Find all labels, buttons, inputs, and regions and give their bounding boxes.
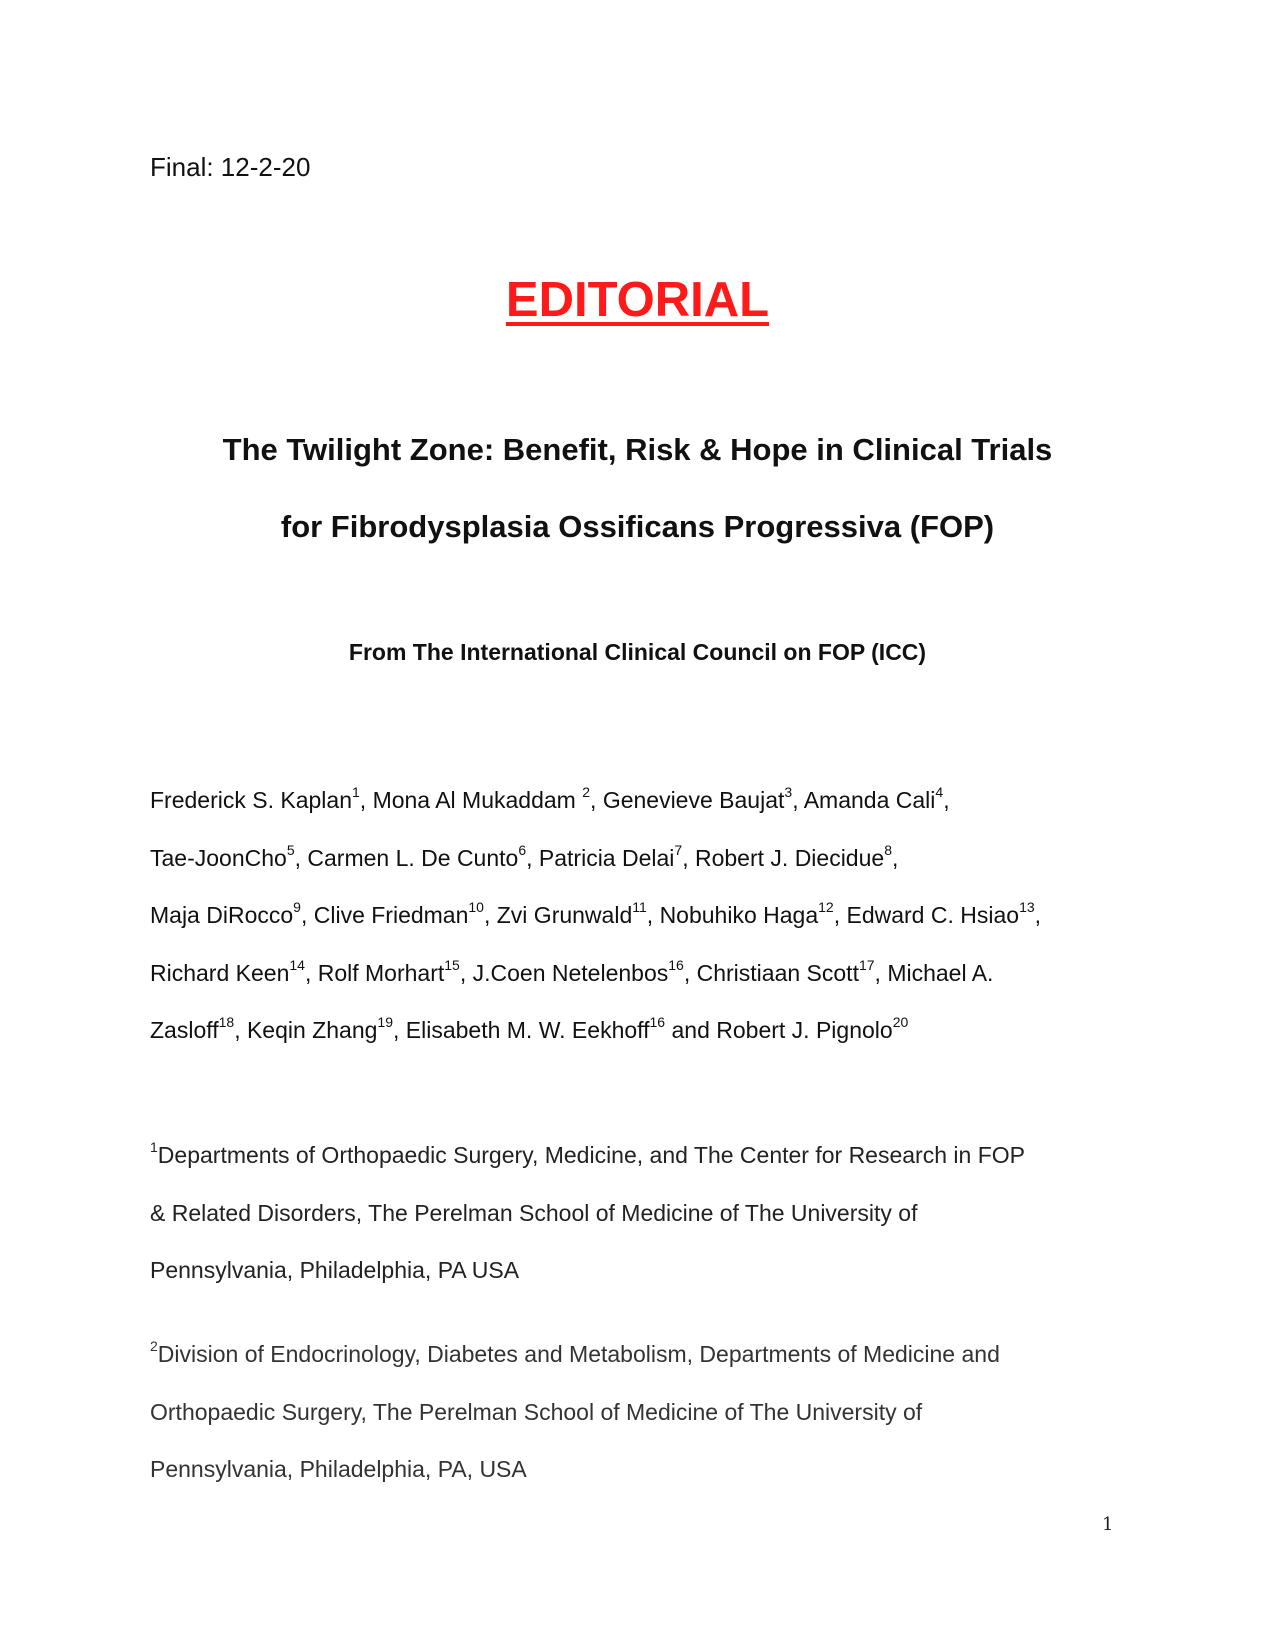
author-separator: , bbox=[459, 959, 473, 986]
author-name: Carmen L. De Cunto bbox=[307, 844, 519, 871]
author-name-part: Zasloff bbox=[150, 1017, 219, 1043]
author-separator: , bbox=[1034, 902, 1042, 928]
affiliation-line: Pennsylvania, Philadelphia, PA, USA bbox=[150, 1456, 527, 1482]
author-separator: , bbox=[294, 844, 308, 871]
author-separator: , bbox=[683, 959, 697, 986]
page-number: 1 bbox=[1102, 1514, 1114, 1535]
author-affiliation-mark: 10 bbox=[468, 899, 484, 916]
author-affiliation-mark: 16 bbox=[668, 956, 684, 973]
author-name: J.Coen Netelenbos bbox=[472, 959, 669, 986]
author-affiliation-mark: 14 bbox=[289, 956, 305, 973]
author-affiliation-mark: 1 bbox=[351, 784, 360, 801]
author-separator: , bbox=[874, 959, 888, 986]
author-affiliation-mark: 8 bbox=[884, 841, 892, 858]
author-separator: , bbox=[646, 902, 660, 928]
author-name: Clive Friedman bbox=[313, 902, 469, 928]
author-affiliation-mark: 3 bbox=[784, 784, 793, 801]
affiliation-line bbox=[150, 1326, 1135, 1384]
author-separator: , bbox=[526, 844, 539, 871]
author-separator: , bbox=[943, 787, 950, 813]
author-affiliation-mark: 9 bbox=[293, 899, 301, 916]
author-name: Mona Al Mukaddam bbox=[372, 787, 583, 813]
author-name: Robert J. Pignolo bbox=[716, 1017, 893, 1043]
author-name: Robert J. Diecidue bbox=[694, 844, 885, 871]
author-separator: , bbox=[483, 902, 497, 928]
author-name: Nobuhiko Haga bbox=[659, 902, 819, 928]
author-line bbox=[150, 945, 1135, 1003]
affiliation-line bbox=[150, 1127, 1135, 1185]
author-name: Zvi Grunwald bbox=[496, 902, 633, 928]
affiliation-mark: 2 bbox=[150, 1338, 158, 1355]
author-name: Amanda Cali bbox=[803, 787, 936, 813]
author-affiliation-mark: 20 bbox=[892, 1014, 909, 1031]
author-separator: , bbox=[359, 787, 373, 813]
author-name: Tae-JoonCho bbox=[150, 844, 287, 871]
author-separator: , bbox=[833, 902, 847, 928]
author-affiliation-mark: 11 bbox=[632, 899, 647, 916]
section-heading: EDITORIAL bbox=[505, 273, 770, 327]
author-separator: , bbox=[682, 844, 695, 871]
affiliation-1 bbox=[150, 1127, 1135, 1300]
author-name: Keqin Zhang bbox=[246, 1017, 378, 1043]
draft-date: Final: 12-2-20 bbox=[150, 152, 311, 182]
author-affiliation-mark: 16 bbox=[649, 1014, 666, 1031]
author-separator: , bbox=[590, 787, 603, 813]
author-separator: , bbox=[304, 959, 318, 986]
author-name: Frederick S. Kaplan bbox=[150, 787, 352, 813]
affiliation-2 bbox=[150, 1326, 1135, 1499]
author-name: Genevieve Baujat bbox=[602, 787, 785, 813]
author-affiliation-mark: 5 bbox=[286, 841, 295, 858]
author-affiliation-mark: 19 bbox=[377, 1014, 393, 1031]
byline: From The International Clinical Council on FOP (ICC) bbox=[348, 639, 927, 665]
author-name-part: Michael A. bbox=[887, 959, 994, 986]
author-separator: , bbox=[792, 787, 804, 813]
author-line bbox=[150, 1002, 1135, 1060]
author-affiliation-mark: 6 bbox=[518, 841, 527, 858]
author-affiliation-mark: 2 bbox=[582, 784, 591, 801]
author-name: Edward C. Hsiao bbox=[846, 902, 1020, 928]
affiliation-text: Departments of Orthopaedic Surgery, Medicine, and The Center for Research in FOP bbox=[157, 1142, 1025, 1168]
author-affiliation-mark: 13 bbox=[1019, 899, 1035, 916]
author-affiliation-mark: 7 bbox=[674, 841, 683, 858]
author-line bbox=[150, 772, 1135, 830]
author-separator: , bbox=[234, 1017, 247, 1043]
author-name: Patricia Delai bbox=[538, 844, 675, 871]
author-separator: , bbox=[300, 902, 314, 928]
author-name: Elisabeth M. W. Eekhoff bbox=[405, 1017, 650, 1043]
paper-title-line-1: The Twilight Zone: Benefit, Risk & Hope in Clinical Trials bbox=[222, 432, 1053, 467]
author-name: Christiaan Scott bbox=[696, 959, 859, 986]
affiliation-line: & Related Disorders, The Perelman School of Medicine of The University of bbox=[150, 1199, 918, 1226]
author-affiliation-mark: 15 bbox=[444, 956, 460, 973]
author-separator: , bbox=[891, 844, 899, 871]
author-affiliation-mark: 17 bbox=[858, 956, 875, 973]
author-affiliation-mark: 12 bbox=[818, 899, 834, 916]
author-name: Rolf Morhart bbox=[317, 959, 445, 986]
author-line bbox=[150, 830, 1135, 888]
paper-title-line-2: for Fibrodysplasia Ossificans Progressiva (FOP) bbox=[280, 509, 995, 544]
affiliation-text: Division of Endocrinology, Diabetes and Metabolism, Departments of Medicine and bbox=[157, 1341, 1000, 1367]
author-name: Richard Keen bbox=[150, 959, 290, 986]
author-separator: and bbox=[665, 1017, 717, 1043]
author-name: Maja DiRocco bbox=[150, 902, 294, 928]
author-list bbox=[150, 772, 1135, 1060]
author-line bbox=[150, 887, 1135, 945]
author-affiliation-mark: 4 bbox=[935, 784, 944, 801]
author-separator: , bbox=[392, 1017, 406, 1043]
affiliation-line: Pennsylvania, Philadelphia, PA USA bbox=[150, 1257, 520, 1283]
affiliation-line: Orthopaedic Surgery, The Perelman School of Medicine of The University of bbox=[150, 1398, 923, 1425]
affiliation-mark: 1 bbox=[150, 1139, 158, 1156]
author-affiliation-mark: 18 bbox=[218, 1014, 235, 1031]
